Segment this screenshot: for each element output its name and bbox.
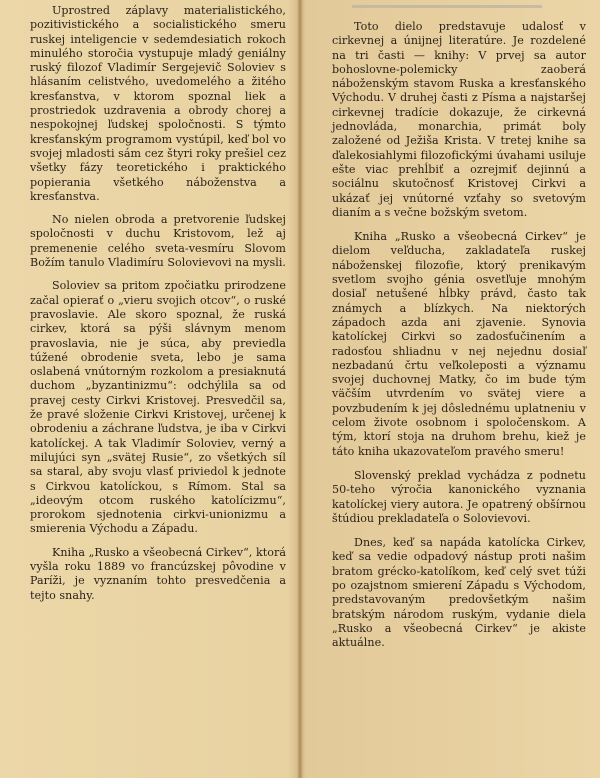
right-paragraph-2: Kniha „Rusko a všeobecná Cirkev“ je dielom veľducha, zakladateľa ruskej náboženskej filozofie, ktorý prenikavým svetlom svojho génia osvetľuje mnohým dosiaľ netušené hĺbky právd, často tak známych a blízkych. Na niektorých západoch azda ani zjavenie. Synovia katolíckej Cirkvi so zadosťučinením a radosťou shliadnu v nej nejednu dosiaľ nezbadanú črtu veľkoleposti a významu svojej duchovnej Matky, čo im bude tým väčším utvrdením vo svätej viere a povzbudením k jej dôslednému uplatneniu v celom živote osobnom i spoločenskom. A tým, ktorí stoja na druhom brehu, kiež je táto kniha ukazovateľom pravého smeru! [332,230,586,458]
left-paragraph-1: Uprostred záplavy materialistického, pozitivistického a socialistického smeru ruskej inteligencie v sedemdesiatich rokoch minulého storočia vystupuje mladý geniálny ruský filozof Vladimír Sergejevič Soloviev s hlásaním celistvého, uvedomelého a žitého kresťanstva, v ktorom spoznal liek a prostriedok uzdravenia a obrody chorej a nespokojnej ľudskej spoločnosti. S týmto kresťanským programom vystúpil, keď bol vo svojej mladosti sám cez štyri roky prešiel cez všetky fázy teoretického i praktického popierania všetkého náboženstva a kresťanstva. [30,4,286,203]
left-paragraph-3: Soloviev sa pritom zpočiatku prirodzene začal opierať o „vieru svojich otcov“, o ruské pravoslavie. Ale skoro spoznal, že ruská cirkev, ktorá sa pýši slávnym menom pravoslavia, nie je súca, aby previedla túžené obrodenie sveta, lebo je sama oslabená vnútorným rozkolom a presiaknutá duchom „byzantinizmu“: odchýlila sa od pravej cesty Cirkvi Kristovej. Presvedčil sa, že pravé složenie Cirkvi Kristovej, určenej k obrodeniu a záchrane ľudstva, je iba v Cirkvi katolíckej. A tak Vladimír Soloviev, verný a milujúci syn „svätej Rusie“, zo všetkých síl sa staral, aby svoju vlasť priviedol k jednote s Cirkvou katolíckou, s Rímom. Stal sa „ideovým otcom ruského katolícizmu“, prorokom sjednotenia cirkvi-unionizmu a smierenia Východu a Západu. [30,279,286,536]
right-paragraph-1: Toto dielo predstavuje udalosť v cirkevnej a únijnej literatúre. Je rozdelené na tri časti — knihy: V prvej sa autor bohoslovne-polemicky zaoberá náboženským stavom Ruska a kresťanského Východu. V druhej časti z Písma a najstaršej cirkevnej tradície dokazuje, že cirkevná jednovláda, monarchia, primát boly založené od Ježiša Krista. V tretej knihe sa ďalekosiahlymi filozofickými úvahami usiluje ešte viac prehĺbiť a ozrejmiť dejinnú a sociálnu skutočnosť Kristovej Cirkvi a ukázať jej vnútorné vzťahy so svetovým dianím a s večne božským svetom. [332,20,586,219]
left-paragraph-2: No nielen obroda a pretvorenie ľudskej spoločnosti v duchu Kristovom, lež aj premenenie celého sveta-vesmíru Slovom Božím tanulo Vladimíru Solovievovi na mysli. [30,213,287,270]
right-paragraph-4: Dnes, keď sa napáda katolícka Cirkev, keď sa vedie odpadový nástup proti našim bratom grécko-katolíkom, keď celý svet túži po ozajstnom smierení Západu s Východom, predstavovaným predovšetkým našim bratským národom ruským, vydanie diela „Rusko a všeobecná Cirkev“ je akiste aktuálne. [332,536,586,650]
right-paragraph-3: Slovenský preklad vychádza z podnetu 50-teho výročia kanonického vyznania katolíckej viery autora. Je opatrený obšírnou štúdiou prekladateľa o Solovievovi. [332,468,586,525]
right-page [300,0,600,778]
left-paragraph-4: Kniha „Rusko a všeobecná Cirkev“, ktorá vyšla roku 1889 vo francúzskej pôvodine v Paríži, je vyznaním tohto presvedčenia a tejto snahy. [30,545,286,602]
